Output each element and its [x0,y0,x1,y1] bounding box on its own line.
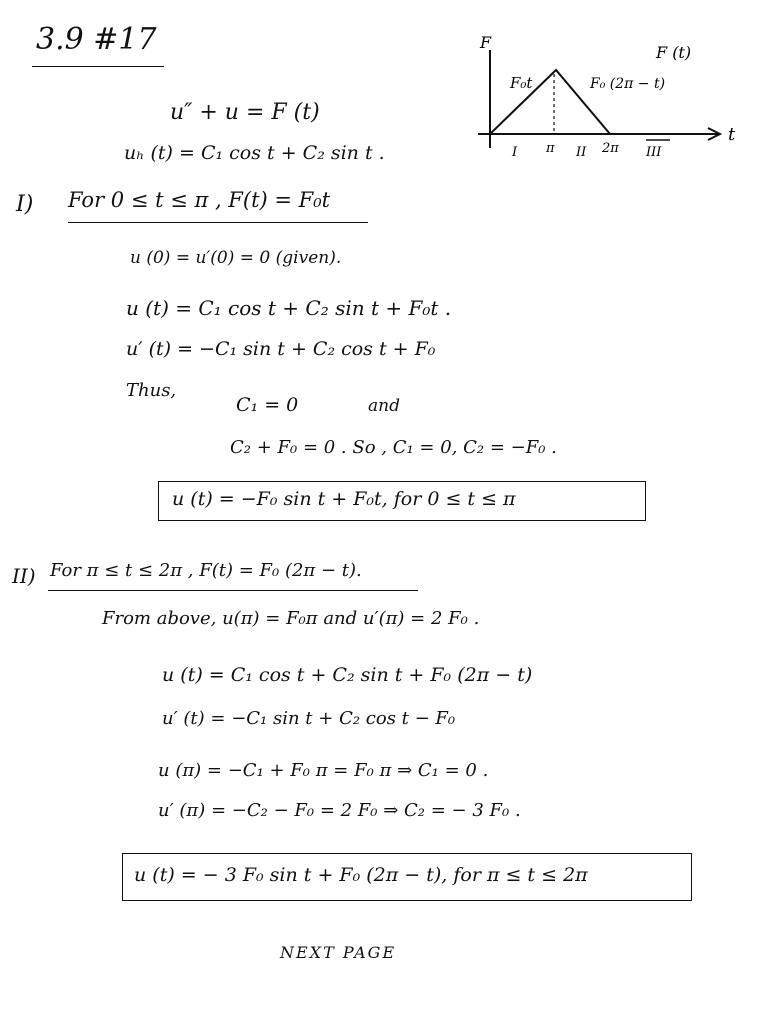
part2-general-solution: u (t) = C₁ cos t + C₂ sin t + F₀ (2π − t) [162,664,533,686]
graph-curve-label: F (t) [656,43,692,62]
graph-x-label: t [728,124,736,145]
graph-right-piece-label: F₀ (2π − t) [590,76,666,92]
forcing-function-graph [470,30,760,165]
part2-heading: For π ≤ t ≤ 2π , F(t) = F₀ (2π − t). [50,560,362,581]
part1-label: I) [16,192,34,217]
part1-general-solution: u (t) = C₁ cos t + C₂ sin t + F₀t . [126,296,452,320]
part2-heading-underline [48,590,418,591]
part1-c1-equation: C₁ = 0 [236,394,299,416]
graph-left-piece-label: F₀t [510,74,533,92]
part1-thus: Thus, [126,380,177,401]
part2-eval-u: u (π) = −C₁ + F₀ π = F₀ π ⇒ C₁ = 0 . [158,760,489,781]
part1-initial-conditions: u (0) = u′(0) = 0 (given). [130,248,342,268]
part2-eval-du: u′ (π) = −C₂ − F₀ = 2 F₀ ⇒ C₂ = − 3 F₀ . [158,800,521,821]
part1-and: and [368,396,400,416]
part1-heading-underline [68,222,368,223]
part1-result: u (t) = −F₀ sin t + F₀t, for 0 ≤ t ≤ π [172,488,516,510]
graph-region-1: I [512,145,518,160]
graph-tick-2pi: 2π [602,141,619,156]
next-page-label: NEXT PAGE [280,943,397,962]
part2-label: II) [12,564,36,588]
homogeneous-solution: uₕ (t) = C₁ cos t + C₂ sin t . [124,142,385,164]
graph-tick-pi: π [546,141,555,156]
graph-y-label: F [480,33,492,52]
part1-derivative: u′ (t) = −C₁ sin t + C₂ cos t + F₀ [126,338,436,360]
part2-from-above: From above, u(π) = F₀π and u′(π) = 2 F₀ . [102,608,480,629]
ode-equation: u″ + u = F (t) [170,100,320,125]
problem-label-underline [32,66,164,67]
part2-result: u (t) = − 3 F₀ sin t + F₀ (2π − t), for π ≤ t ≤ 2π [134,864,588,886]
part2-derivative: u′ (t) = −C₁ sin t + C₂ cos t − F₀ [162,708,456,729]
part1-heading: For 0 ≤ t ≤ π , F(t) = F₀t [68,188,331,212]
part1-c2-equation: C₂ + F₀ = 0 . So , C₁ = 0, C₂ = −F₀ . [230,437,557,458]
graph-region-3: III [646,145,662,160]
problem-label: 3.9 #17 [36,22,157,57]
graph-region-2: II [576,145,587,160]
